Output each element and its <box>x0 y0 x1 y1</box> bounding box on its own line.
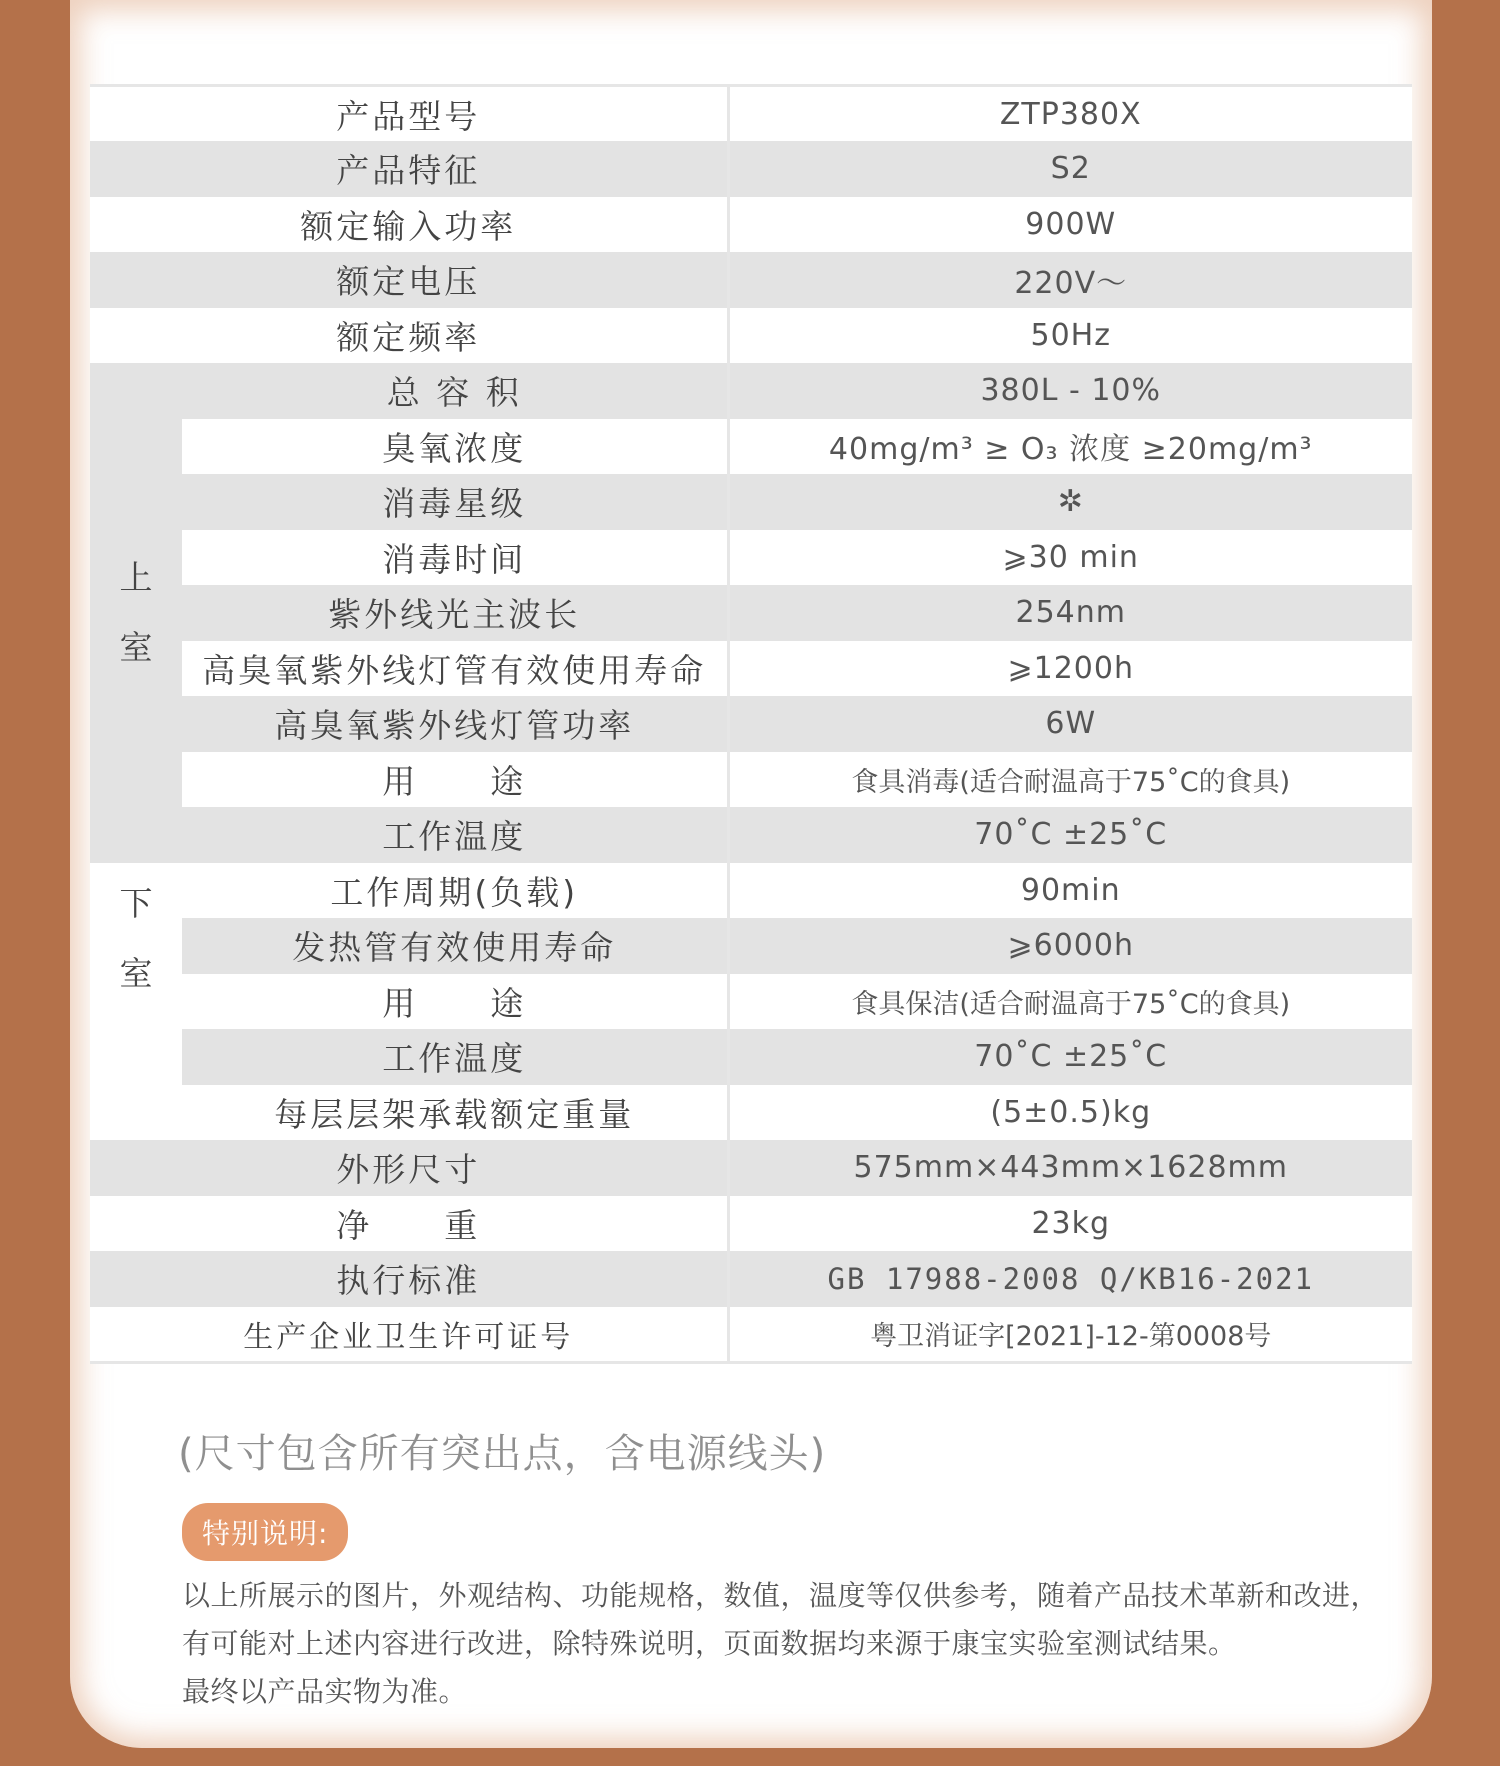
notice-line: 有可能对上述内容进行改进，除特殊说明，页面数据均来源于康宝实验室测试结果。 <box>182 1627 1237 1660</box>
special-notice-badge: 特别说明: <box>182 1503 348 1561</box>
row-value: S2 <box>728 141 1412 197</box>
row-value: 254nm <box>728 585 1412 641</box>
row-value: ⩾1200h <box>728 641 1412 697</box>
dimension-note: (尺寸包含所有突出点，含电源线头) <box>178 1431 827 1477</box>
row-label: 高臭氧紫外线灯管有效使用寿命 <box>182 641 728 697</box>
table-row <box>90 918 1412 974</box>
row-label: 工作温度 <box>182 1029 728 1085</box>
row-value: ⩾30 min <box>728 530 1412 586</box>
row-value: 40mg/m³ ≥ O₃ 浓度 ≥20mg/m³ <box>728 419 1412 475</box>
table-row <box>90 1196 1412 1252</box>
row-label: 额定电压 <box>90 252 728 308</box>
table-row <box>90 86 1412 142</box>
row-label: 产品特征 <box>90 141 728 197</box>
row-label: 臭氧浓度 <box>182 419 728 475</box>
table-row <box>90 1029 1412 1085</box>
table-row <box>90 1307 1412 1363</box>
row-value: 575mm×443mm×1628mm <box>728 1140 1412 1196</box>
notice-line: 以上所展示的图片，外观结构、功能规格，数值，温度等仅供参考，随着产品技术革新和改进， <box>182 1579 1380 1612</box>
row-value: 380L - 10% <box>728 363 1412 419</box>
section-lower-chamber: 下 室 <box>90 863 182 1141</box>
row-label: 工作温度 <box>182 807 728 863</box>
row-value: GB 17988-2008 Q/KB16-2021 <box>728 1251 1412 1307</box>
table-row <box>90 419 1412 475</box>
row-value: 23kg <box>728 1196 1412 1252</box>
row-value: 粤卫消证字[2021]-12-第0008号 <box>728 1307 1412 1363</box>
spec-table <box>90 84 1412 1364</box>
table-row <box>90 1140 1412 1196</box>
special-notice-text <box>182 1572 1482 1716</box>
table-row <box>90 363 1412 419</box>
table-row <box>90 863 1412 919</box>
table-row <box>90 252 1412 308</box>
row-label: 总 容 积 <box>182 363 728 419</box>
row-value: 食具保洁(适合耐温高于75˚C的食具) <box>728 974 1412 1030</box>
table-row <box>90 530 1412 586</box>
row-value: 食具消毒(适合耐温高于75˚C的食具) <box>728 752 1412 808</box>
row-value: 900W <box>728 197 1412 253</box>
table-row <box>90 1251 1412 1307</box>
table-row <box>90 308 1412 364</box>
spec-card <box>70 0 1432 1748</box>
row-label: 工作周期(负载) <box>182 863 728 919</box>
table-row <box>90 696 1412 752</box>
row-label: 生产企业卫生许可证号 <box>90 1307 728 1363</box>
row-label: 外形尺寸 <box>90 1140 728 1196</box>
row-value: 50Hz <box>728 308 1412 364</box>
row-value: 6W <box>728 696 1412 752</box>
notice-line: 最终以产品实物为准。 <box>182 1675 468 1708</box>
row-label: 执行标准 <box>90 1251 728 1307</box>
table-row <box>90 1085 1412 1141</box>
row-label: 紫外线光主波长 <box>182 585 728 641</box>
row-label: 每层层架承载额定重量 <box>182 1085 728 1141</box>
row-label: 消毒星级 <box>182 474 728 530</box>
row-label: 净 重 <box>90 1196 728 1252</box>
table-row <box>90 641 1412 697</box>
row-value: 70˚C ±25˚C <box>728 807 1412 863</box>
row-value-star-icon: ✲ <box>728 474 1412 530</box>
row-value: (5±0.5)kg <box>728 1085 1412 1141</box>
row-label: 用 途 <box>182 752 728 808</box>
table-row <box>90 585 1412 641</box>
table-row <box>90 197 1412 253</box>
table-row <box>90 474 1412 530</box>
row-label: 发热管有效使用寿命 <box>182 918 728 974</box>
row-label: 产品型号 <box>90 86 728 142</box>
table-row <box>90 141 1412 197</box>
table-row <box>90 807 1412 863</box>
section-upper-chamber: 上 室 <box>90 363 182 863</box>
row-value: 70˚C ±25˚C <box>728 1029 1412 1085</box>
row-value: ⩾6000h <box>728 918 1412 974</box>
row-label: 额定频率 <box>90 308 728 364</box>
row-value: ZTP380X <box>728 86 1412 142</box>
row-value: 90min <box>728 863 1412 919</box>
row-label: 消毒时间 <box>182 530 728 586</box>
row-label: 额定输入功率 <box>90 197 728 253</box>
row-value: 220V～ <box>728 252 1412 308</box>
row-label: 用 途 <box>182 974 728 1030</box>
table-row <box>90 752 1412 808</box>
row-label: 高臭氧紫外线灯管功率 <box>182 696 728 752</box>
table-row <box>90 974 1412 1030</box>
